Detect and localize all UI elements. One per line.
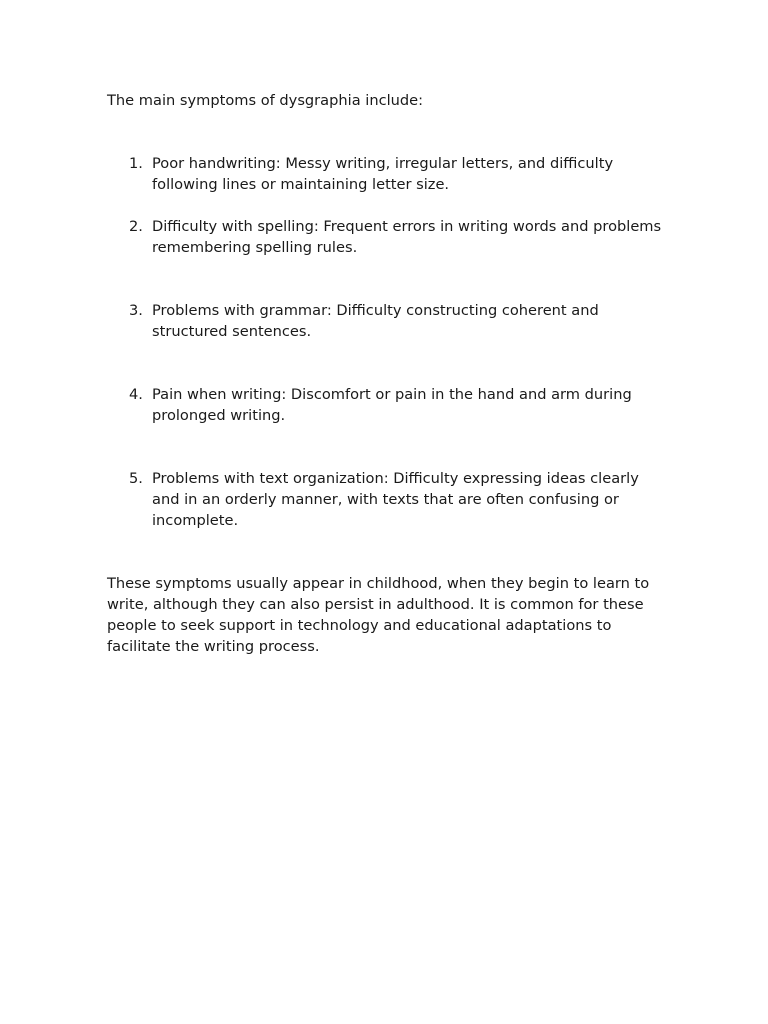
list-item <box>107 300 667 342</box>
list-item <box>107 468 667 531</box>
list-item <box>107 384 667 426</box>
list-item-number: 2. <box>129 218 143 235</box>
list-item-number: 1. <box>129 155 143 172</box>
closing-paragraph: These symptoms usually appear in childhood, when they begin to learn to write, although they can also persist in adulthood. It is common for these people to seek support in technology and educational adaptations to facilitate the writing process. <box>107 575 650 655</box>
list-item-text: Problems with text organization: Difficulty expressing ideas clearly and in an orderly manner, with texts that are often confusing or incomplete. <box>152 470 639 529</box>
intro-paragraph: The main symptoms of dysgraphia include: <box>107 92 424 109</box>
list-item-number: 4. <box>129 386 143 403</box>
list-item-number: 5. <box>129 470 143 487</box>
list-item-text: Poor handwriting: Messy writing, irregular letters, and difficulty following lines or maintaining letter size. <box>152 155 614 193</box>
list-item-text: Problems with grammar: Difficulty constructing coherent and structured sentences. <box>152 302 599 340</box>
list-item-text: Pain when writing: Discomfort or pain in the hand and arm during prolonged writing. <box>152 386 632 424</box>
symptom-list <box>107 153 667 531</box>
list-item <box>107 216 667 258</box>
document-page <box>107 90 667 657</box>
list-item-number: 3. <box>129 302 143 319</box>
list-item-text: Difficulty with spelling: Frequent errors in writing words and problems remembering spelling rules. <box>152 218 662 256</box>
list-item <box>107 153 667 195</box>
